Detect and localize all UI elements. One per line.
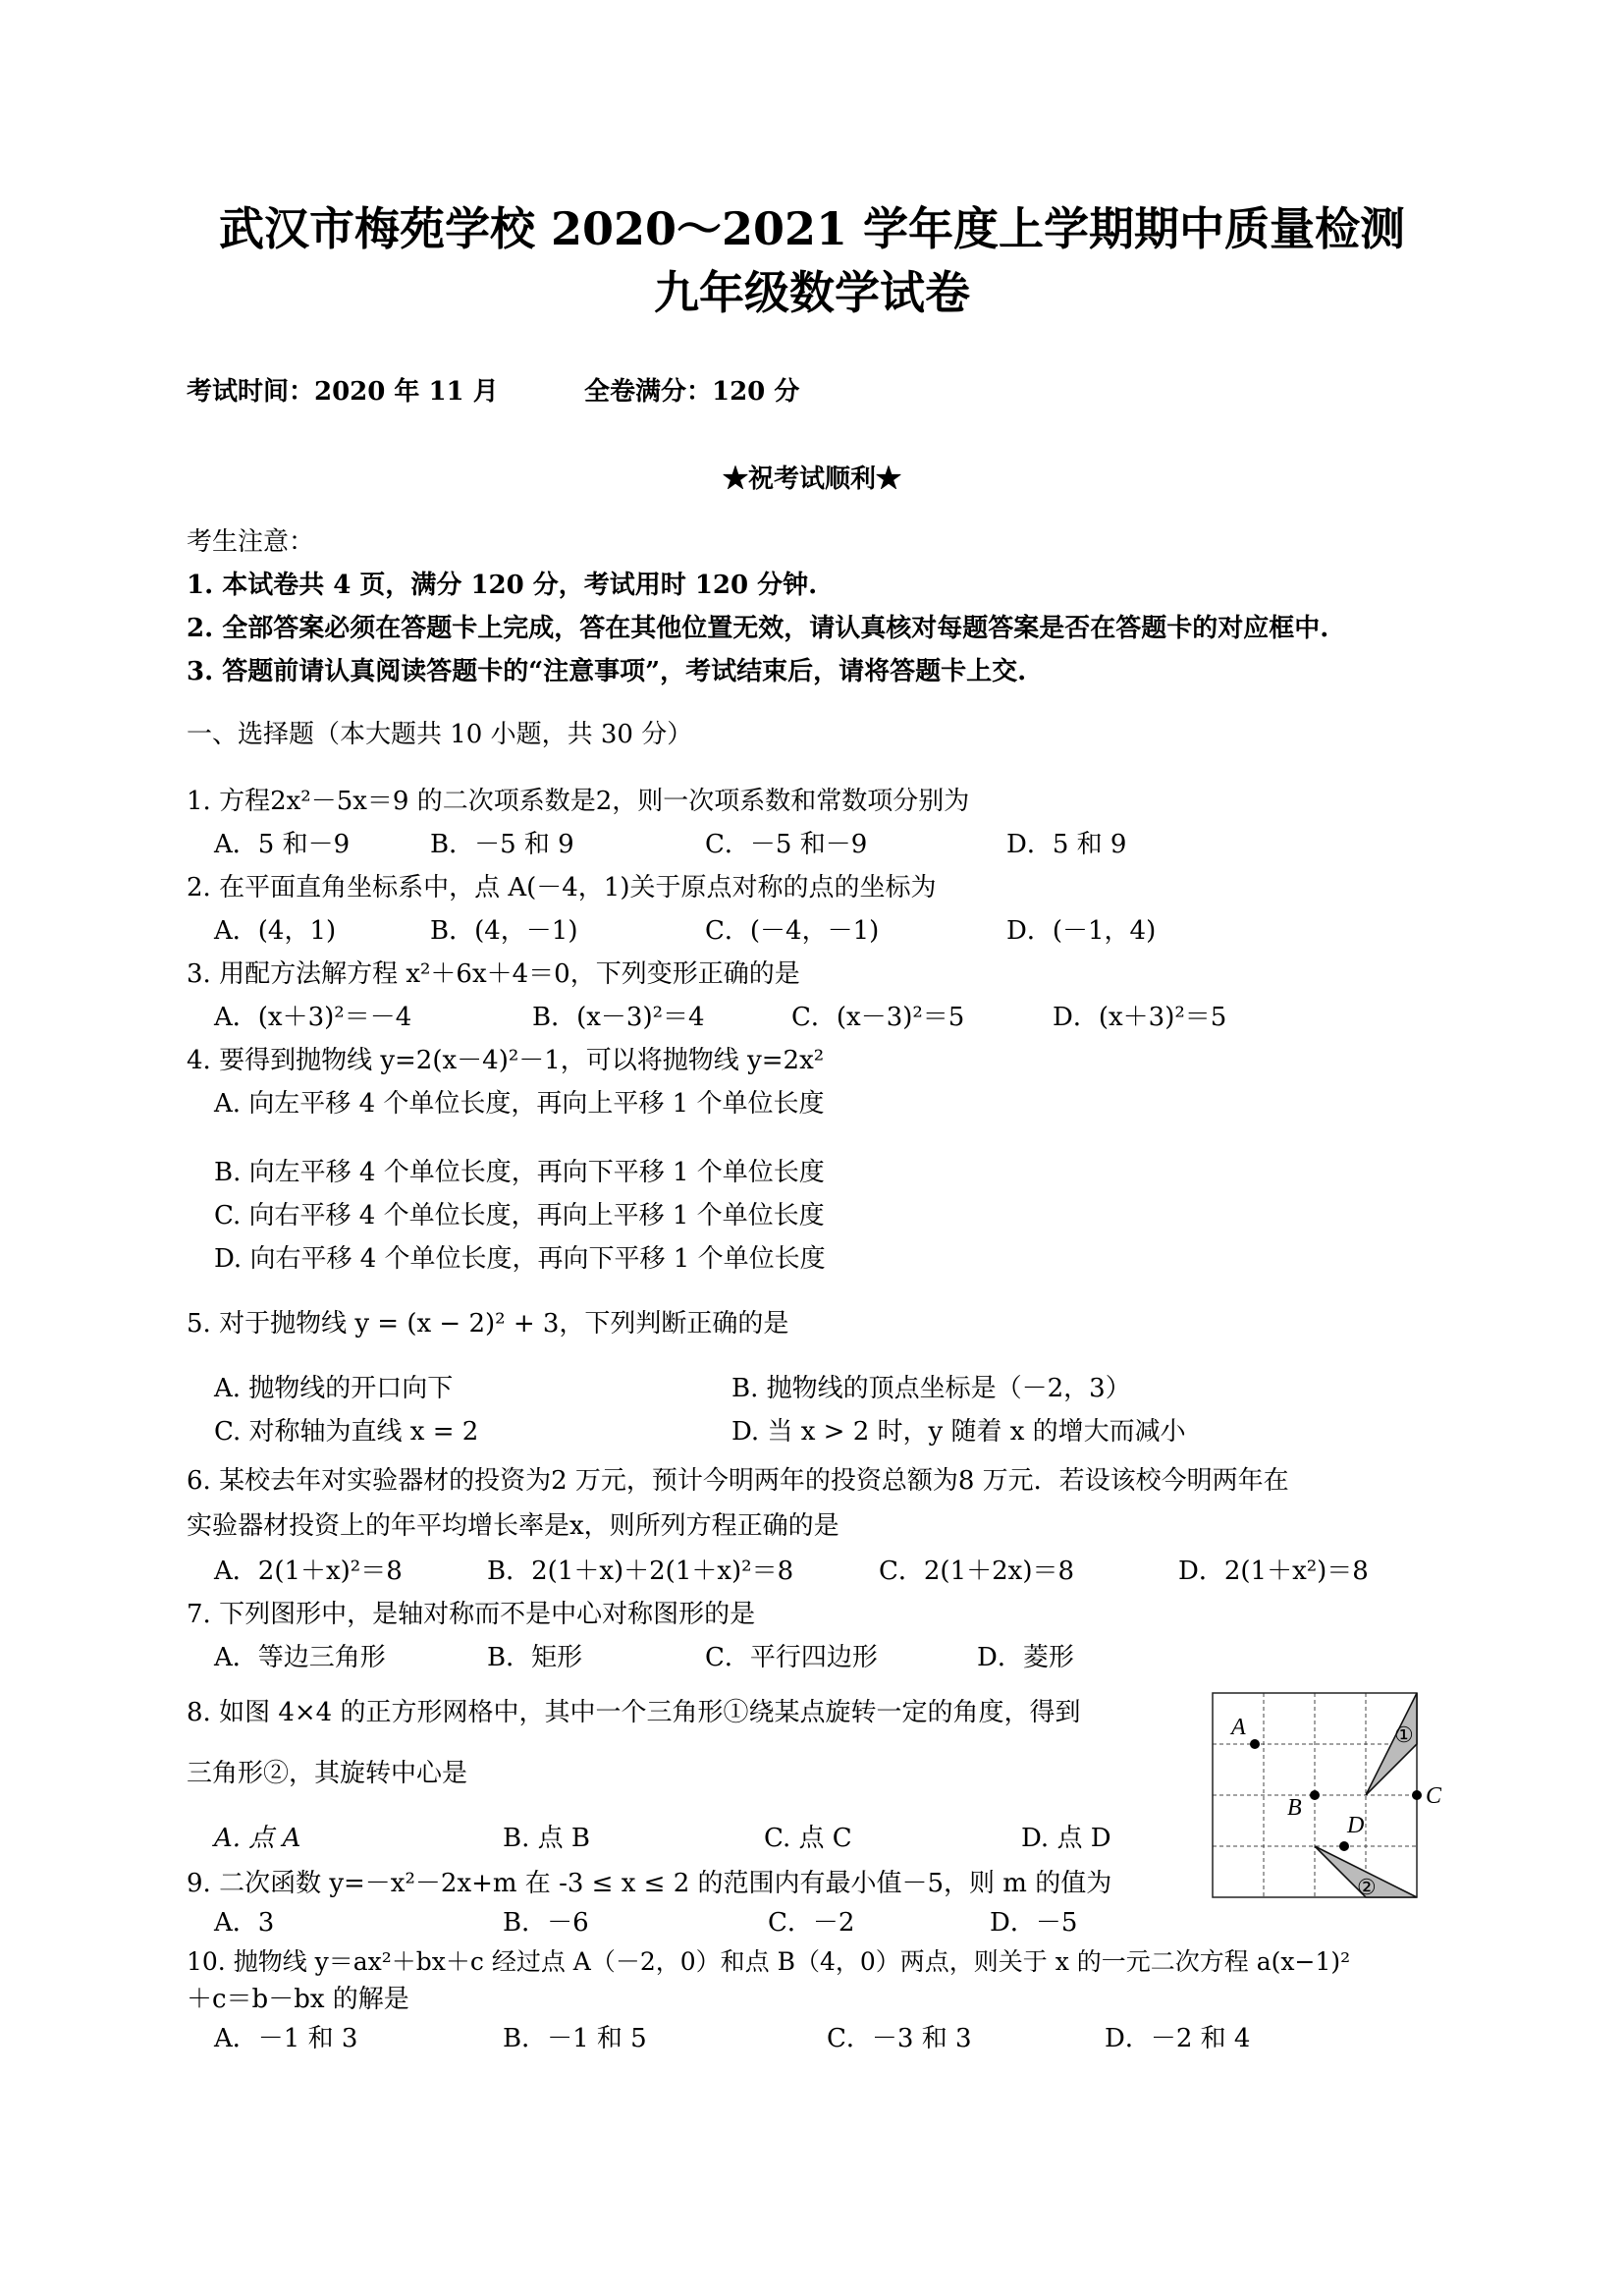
section-heading: 一、选择题（本大题共 10 小题，共 30 分） [187, 720, 693, 749]
question-stem-continued: 实验器材投资上的年平均增长率是x，则所列方程正确的是 [187, 1511, 839, 1541]
option: C．－3 和 3 [827, 2024, 972, 2053]
point-b-dot [1310, 1790, 1320, 1800]
question-stem-continued: ＋c＝b－bx 的解是 [187, 1985, 409, 2014]
exam-title-line1: 武汉市梅苑学校 2020～2021 学年度上学期期中质量检测 [218, 202, 1406, 255]
question-stem: 7. 下列图形中，是轴对称而不是中心对称图形的是 [187, 1600, 756, 1629]
option: B. 向左平移 4 个单位长度，再向下平移 1 个单位长度 [214, 1158, 825, 1187]
option: A．(x＋3)²＝－4 [214, 1003, 412, 1032]
rotation-grid-figure [1204, 1683, 1455, 1915]
option: C．－5 和－9 [705, 830, 868, 859]
option: A．(4，1) [214, 916, 337, 946]
option: B. 抛物线的顶点坐标是（－2，3） [731, 1374, 1131, 1403]
notice-item: 2. 全部答案必须在答题卡上完成，答在其他位置无效，请认真核对每题答案是否在答题卡的对应框中. [187, 614, 1329, 643]
option: A．5 和－9 [214, 830, 351, 859]
option: B．－6 [503, 1908, 589, 1938]
option: D. 当 x > 2 时，y 随着 x 的增大而减小 [731, 1417, 1186, 1447]
blessing: ★祝考试顺利★ [722, 464, 901, 494]
question-stem: 8. 如图 4×4 的正方形网格中，其中一个三角形①绕某点旋转一定的角度，得到 [187, 1698, 1081, 1727]
option: A．－1 和 3 [214, 2024, 358, 2053]
option: B．矩形 [487, 1643, 583, 1672]
point-d-label: D [1347, 1813, 1365, 1838]
question-stem-continued: 三角形②，其旋转中心是 [187, 1759, 468, 1788]
option: C．2(1＋2x)＝8 [879, 1557, 1075, 1586]
option: B．－1 和 5 [503, 2024, 647, 2053]
question-stem: 3. 用配方法解方程 x²＋6x＋4＝0，下列变形正确的是 [187, 959, 800, 989]
option: A. 点 A [214, 1824, 301, 1853]
option: D．5 和 9 [1006, 830, 1127, 859]
question-stem: 2. 在平面直角坐标系中，点 A(－4，1)关于原点对称的点的坐标为 [187, 873, 937, 902]
triangle-2-label: ② [1357, 1875, 1377, 1899]
point-a-dot [1250, 1739, 1260, 1749]
option: C．(x－3)²＝5 [791, 1003, 965, 1032]
option: A．等边三角形 [214, 1643, 386, 1672]
option: D．－2 和 4 [1105, 2024, 1251, 2053]
question-stem: 10. 抛物线 y＝ax²＋bx＋c 经过点 A（－2，0）和点 B（4，0）两点，则关于 x 的一元二次方程 a(x−1)² [187, 1947, 1351, 1976]
option: C．－2 [768, 1908, 855, 1938]
option: B．2(1＋x)＋2(1＋x)²＝8 [487, 1557, 794, 1586]
option: B．－5 和 9 [430, 830, 574, 859]
option: D．菱形 [977, 1643, 1074, 1672]
exam-time: 考试时间：2020 年 11 月 [187, 377, 499, 407]
option: C. 对称轴为直线 x = 2 [214, 1417, 479, 1447]
exam-title-line2: 九年级数学试卷 [654, 266, 970, 319]
question-stem: 4. 要得到抛物线 y=2(x－4)²－1，可以将抛物线 y=2x² [187, 1046, 825, 1075]
point-c-label: C [1426, 1783, 1442, 1809]
question-stem: 6. 某校去年对实验器材的投资为2 万元，预计今明两年的投资总额为8 万元．若设该校今明两年在 [187, 1466, 1289, 1496]
option: D．(x＋3)²＝5 [1053, 1003, 1227, 1032]
option: A. 向左平移 4 个单位长度，再向上平移 1 个单位长度 [214, 1089, 825, 1119]
point-a-label: A [1231, 1715, 1246, 1740]
question-stem: 1. 方程2x²－5x＝9 的二次项系数是2，则一次项系数和常数项分别为 [187, 787, 970, 816]
point-c-dot [1412, 1790, 1422, 1800]
option: D. 点 D [1021, 1824, 1111, 1853]
option: C．平行四边形 [705, 1643, 878, 1672]
option: C. 向右平移 4 个单位长度，再向上平移 1 个单位长度 [214, 1201, 825, 1230]
option: D. 向右平移 4 个单位长度，再向下平移 1 个单位长度 [214, 1244, 826, 1274]
full-score: 全卷满分：120 分 [584, 377, 800, 407]
option: D．(－1，4) [1006, 916, 1157, 946]
question-stem: 5. 对于抛物线 y = (x − 2)² + 3，下列判断正确的是 [187, 1309, 789, 1339]
option: B．(x－3)²＝4 [532, 1003, 705, 1032]
option: C. 点 C [764, 1824, 852, 1853]
option: A．2(1＋x)²＝8 [214, 1557, 403, 1586]
option: A．3 [214, 1908, 275, 1938]
question-stem: 9. 二次函数 y=－x²－2x+m 在 -3 ≤ x ≤ 2 的范围内有最小值－5，则 m 的值为 [187, 1869, 1112, 1898]
point-b-label: B [1287, 1795, 1302, 1821]
option: D．2(1＋x²)＝8 [1178, 1557, 1369, 1586]
notice-heading: 考生注意： [187, 527, 315, 557]
option: B．(4，－1) [430, 916, 578, 946]
point-d-dot [1339, 1841, 1349, 1851]
option: A. 抛物线的开口向下 [214, 1374, 454, 1403]
option: C．(－4，－1) [705, 916, 880, 946]
notice-item: 1. 本试卷共 4 页，满分 120 分，考试用时 120 分钟. [187, 571, 818, 600]
option: B. 点 B [503, 1824, 591, 1853]
triangle-1-label: ① [1394, 1722, 1414, 1747]
option: D．－5 [990, 1908, 1078, 1938]
notice-item: 3. 答题前请认真阅读答题卡的“注意事项”，考试结束后，请将答题卡上交. [187, 657, 1027, 686]
